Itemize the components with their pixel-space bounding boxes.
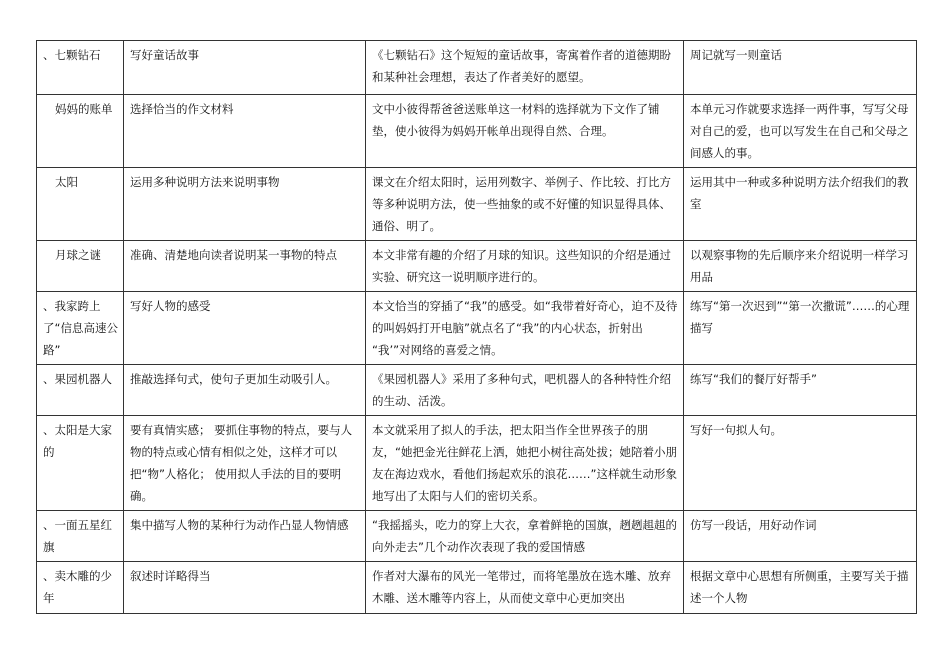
lesson-table (36, 40, 917, 614)
practice-task-cell: 本单元习作就要求选择一两件事，写写父母对自己的爱，也可以写发生在自己和父母之间感人的事。 (684, 95, 917, 168)
table-row (37, 292, 917, 365)
writing-goal-cell: 集中描写人物的某种行为动作凸显人物情感 (124, 511, 366, 562)
lesson-title-cell: 、我家跨上了“信息高速公路” (37, 292, 124, 365)
lesson-title-cell: 月球之谜 (37, 241, 124, 292)
lesson-title-cell: 妈妈的账单 (37, 95, 124, 168)
writing-goal-cell: 要有真情实感； 要抓住事物的特点，要与人物的特点或心情有相似之处，这样才可以把“物”人格化； 使用拟人手法的目的要明确。 (124, 416, 366, 511)
practice-task-cell: 根据文章中心思想有所侧重，主要写关于描述一个人物 (684, 562, 917, 614)
writing-goal-cell: 推敲选择句式，使句子更加生动吸引人。 (124, 365, 366, 416)
table-row (37, 168, 917, 241)
practice-task-cell: 以观察事物的先后顺序来介绍说明一样学习用品 (684, 241, 917, 292)
writing-goal-cell: 叙述时详略得当 (124, 562, 366, 614)
table-row (37, 41, 917, 95)
table-row (37, 241, 917, 292)
writing-goal-cell: 选择恰当的作文材料 (124, 95, 366, 168)
text-analysis-cell: 作者对大瀑布的风光一笔带过，而将笔墨放在选木雕、放弃木雕、送木雕等内容上，从而使文章中心更加突出 (366, 562, 684, 614)
practice-task-cell: 周记就写一则童话 (684, 41, 917, 95)
text-analysis-cell: 文中小彼得帮爸爸送账单这一材料的选择就为下文作了铺垫，使小彼得为妈妈开帐单出现得自然、合理。 (366, 95, 684, 168)
lesson-title-cell: 、七颗钻石 (37, 41, 124, 95)
lesson-title-cell: 太阳 (37, 168, 124, 241)
writing-goal-cell: 写好人物的感受 (124, 292, 366, 365)
text-analysis-cell: 本文恰当的穿插了“我”的感受。如“我带着好奇心，迫不及待的叫妈妈打开电脑”就点名了“我”的内心状态，折射出 “我’”对网络的喜爱之情。 (366, 292, 684, 365)
practice-task-cell: 运用其中一种或多种说明方法介绍我们的教室 (684, 168, 917, 241)
table-row (37, 511, 917, 562)
practice-task-cell: 练写“我们的餐厅好帮手” (684, 365, 917, 416)
table-row (37, 562, 917, 614)
text-analysis-cell: 本文非常有趣的介绍了月球的知识。这些知识的介绍是通过实验、研究这一说明顺序进行的。 (366, 241, 684, 292)
text-analysis-cell: 本文就采用了拟人的手法，把太阳当作全世界孩子的朋友，“她把金光往鲜花上洒，她把小树往高处拔；她陪着小朋友在海边戏水，看他们扬起欢乐的浪花……”这样就生动形象地写出了太阳与人们的密切关系。 (366, 416, 684, 511)
practice-task-cell: 练写“第一次迟到”“第一次撒谎”……的心理描写 (684, 292, 917, 365)
lesson-title-cell: 、卖木雕的少年 (37, 562, 124, 614)
text-analysis-cell: 《果园机器人》采用了多种句式，吧机器人的各种特性介绍的生动、活泼。 (366, 365, 684, 416)
practice-task-cell: 写好一句拟人句。 (684, 416, 917, 511)
lesson-title-cell: 、一面五星红旗 (37, 511, 124, 562)
writing-goal-cell: 准确、清楚地向读者说明某一事物的特点 (124, 241, 366, 292)
writing-goal-cell: 写好童话故事 (124, 41, 366, 95)
text-analysis-cell: 课文在介绍太阳时，运用列数字、举例子、作比较、打比方等多种说明方法，使一些抽象的或不好懂的知识显得具体、通俗、明了。 (366, 168, 684, 241)
text-analysis-cell: 《七颗钻石》这个短短的童话故事，寄寓着作者的道德期盼和某种社会理想，表达了作者美好的愿望。 (366, 41, 684, 95)
table-row (37, 365, 917, 416)
writing-goal-cell: 运用多种说明方法来说明事物 (124, 168, 366, 241)
table-row (37, 416, 917, 511)
text-analysis-cell: “我摇摇头，吃力的穿上大衣，拿着鲜艳的国旗，趔趔趄趄的向外走去”几个动作次表现了我的爱国情感 (366, 511, 684, 562)
table-row (37, 95, 917, 168)
practice-task-cell: 仿写一段话，用好动作词 (684, 511, 917, 562)
lesson-title-cell: 、太阳是大家的 (37, 416, 124, 511)
lesson-title-cell: 、果园机器人 (37, 365, 124, 416)
